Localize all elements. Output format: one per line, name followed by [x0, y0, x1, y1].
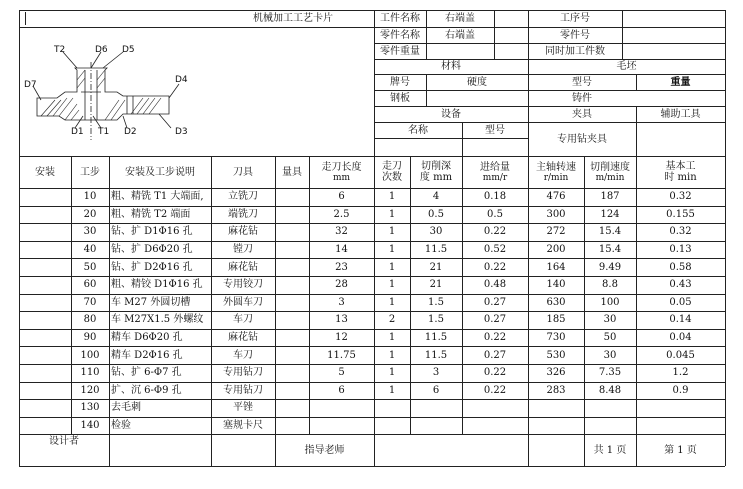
row-3-passes: 1	[388, 226, 396, 238]
grid-hline	[19, 364, 725, 365]
row-12-rpm: 283	[546, 384, 566, 396]
row-7-len: 3	[338, 296, 345, 308]
grid-vline	[584, 434, 585, 466]
row-7-rpm: 630	[546, 296, 566, 308]
row-2-passes: 1	[388, 208, 396, 220]
col-cut-speed-line1: 切削速度	[590, 161, 630, 173]
grid-vline	[584, 156, 585, 434]
row-8-passes: 2	[388, 314, 396, 326]
col-feed-line2: mm/r	[482, 172, 508, 183]
border-left	[19, 10, 20, 466]
label-d2: D2	[124, 127, 137, 137]
grid-hline	[19, 223, 725, 224]
row-14-step: 140	[80, 420, 100, 432]
label-part-weight: 零件重量	[380, 45, 420, 57]
grid-hline	[374, 138, 528, 139]
total-pages: 共 1 页	[593, 444, 627, 456]
grid-vline	[309, 156, 310, 434]
col-depth-line1: 切削深	[421, 161, 451, 172]
row-3-depth: 30	[429, 226, 443, 238]
row-7-step: 70	[83, 296, 97, 308]
grid-hline	[19, 399, 725, 400]
border-right	[725, 10, 726, 466]
row-7-passes: 1	[388, 296, 396, 308]
label-model: 型号	[572, 76, 592, 88]
designer-label: 设计者	[49, 435, 79, 447]
row-1-tool: 立铣刀	[228, 191, 258, 203]
row-14-v	[584, 417, 636, 435]
grid-vline	[636, 156, 637, 434]
row-1-desc: 粗、精铣 T1 大端面,	[111, 191, 204, 203]
row-11-depth: 3	[432, 367, 440, 379]
row-10-feed: 0.27	[483, 349, 507, 361]
row-14-rpm	[528, 417, 584, 435]
col-feed-line1: 进给量	[480, 161, 510, 173]
grid-hline	[19, 241, 725, 242]
col-spindle-speed-line2: r/min	[543, 172, 569, 183]
row-7-depth: 1.5	[428, 296, 444, 308]
row-10-rpm: 530	[546, 349, 566, 361]
label-part-type-name: 工件名称	[380, 13, 420, 24]
row-10-tool: 车刀	[233, 349, 253, 361]
row-1-step: 10	[83, 191, 97, 203]
grid-hline	[19, 346, 725, 347]
grid-hline	[19, 276, 725, 277]
row-9-rpm: 730	[546, 332, 566, 344]
row-8-tool: 车刀	[233, 314, 253, 326]
row-5-passes: 1	[388, 261, 396, 273]
label-name: 名称	[408, 124, 428, 136]
row-4-tool: 镗刀	[233, 244, 253, 256]
label-steel-plate: 钢板	[390, 92, 410, 104]
row-2-tool: 端铣刀	[228, 208, 258, 220]
part-drawing	[19, 40, 199, 140]
row-11-step: 110	[80, 367, 100, 379]
row-8-rpm: 185	[546, 314, 566, 326]
row-6-rpm: 140	[546, 279, 566, 291]
row-11-tool: 专用钻刀	[223, 367, 263, 379]
grid-vline	[275, 156, 276, 434]
instructor-label: 指导老师	[304, 444, 345, 456]
row-6-time: 0.43	[669, 279, 692, 291]
row-11-v: 7.35	[598, 367, 622, 379]
card-title: 机械加工工艺卡片	[253, 13, 333, 24]
row-2-v: 124	[600, 208, 620, 220]
grid-vline	[71, 156, 72, 434]
row-3-time: 0.32	[669, 226, 692, 238]
grid-hline	[19, 188, 725, 189]
row-2-desc: 粗、精铣 T2 端面	[111, 208, 191, 220]
row-7-desc: 车 M27 外圆切槽	[111, 296, 191, 308]
border-bottom	[19, 466, 725, 467]
row-8-desc: 车 M27X1.5 外螺纹	[111, 314, 204, 326]
row-9-time: 0.04	[669, 332, 692, 344]
row-12-len: 6	[338, 384, 345, 396]
row-1-feed: 0.18	[483, 191, 507, 203]
col-feed-length-line1: 走刀长度	[321, 161, 362, 173]
row-12-v: 8.48	[598, 384, 622, 396]
row-8-depth: 1.5	[428, 314, 444, 326]
row-10-step: 100	[80, 349, 100, 361]
row-5-depth: 21	[429, 261, 443, 273]
label-hardness: 硬度	[467, 76, 487, 88]
row-4-desc: 钻、扩 D6Φ20 孔	[111, 244, 193, 256]
row-12-time: 0.9	[672, 384, 689, 396]
grid-hline	[19, 27, 374, 28]
title-marker	[25, 12, 26, 25]
row-6-passes: 1	[388, 279, 396, 291]
col-passes-line2: 次数	[382, 172, 402, 183]
row-3-step: 30	[83, 226, 97, 238]
row-5-step: 50	[83, 261, 97, 273]
label-d1: D1	[71, 127, 84, 137]
row-2-len: 2.5	[333, 208, 350, 220]
row-10-v: 30	[603, 349, 617, 361]
row-12-passes: 1	[388, 384, 396, 396]
border-top	[19, 10, 725, 11]
grid-hline	[19, 329, 725, 330]
col-cut-speed	[584, 156, 636, 188]
row-13-feed	[462, 399, 528, 417]
label-equip-model: 型号	[485, 124, 505, 136]
grid-vline	[462, 156, 463, 434]
col-feed-length	[309, 156, 374, 188]
row-8-v: 30	[603, 314, 617, 326]
row-8-len: 13	[335, 314, 348, 326]
grid-hline	[19, 311, 725, 312]
label-part-no: 零件号	[560, 29, 590, 41]
page-number: 第 1 页	[664, 444, 697, 456]
label-aux-tool: 辅助工具	[660, 108, 701, 120]
row-10-time: 0.045	[666, 349, 695, 361]
label-t2: T2	[54, 45, 66, 55]
col-depth-line2: 度 mm	[419, 172, 453, 183]
row-9-passes: 1	[388, 332, 396, 344]
grid-hline	[19, 156, 725, 157]
row-8-time: 0.14	[669, 314, 692, 326]
row-2-rpm: 300	[546, 208, 566, 220]
row-6-desc: 粗、精铰 D1Φ16 孔	[111, 279, 203, 291]
row-8-feed: 0.27	[483, 314, 507, 326]
row-12-desc: 扩、沉 6-Φ9 孔	[111, 384, 182, 396]
row-11-rpm: 326	[546, 367, 566, 379]
row-1-v: 187	[600, 191, 620, 203]
row-5-len: 23	[335, 261, 348, 273]
label-equipment: 设备	[441, 108, 461, 120]
row-13-len	[309, 399, 374, 417]
row-9-desc: 精车 D6Φ20 孔	[111, 332, 183, 344]
row-6-tool: 专用铰刀	[223, 279, 263, 291]
row-5-desc: 钻、扩 D2Φ16 孔	[111, 261, 193, 273]
grid-vline	[426, 10, 427, 59]
row-4-step: 40	[83, 244, 97, 256]
row-14-desc: 检验	[111, 420, 131, 432]
grid-vline	[109, 156, 110, 434]
grid-hline	[374, 59, 725, 60]
row-4-v: 15.4	[598, 244, 622, 256]
row-10-depth: 11.5	[424, 349, 448, 361]
grid-vline	[211, 156, 212, 434]
grid-hline	[19, 434, 725, 435]
grid-hline	[374, 122, 725, 123]
row-7-tool: 外圆车刀	[223, 296, 263, 308]
row-11-len: 5	[338, 367, 345, 379]
label-grade: 牌号	[390, 76, 410, 88]
grid-hline	[19, 382, 725, 383]
row-9-v: 50	[603, 332, 617, 344]
row-9-feed: 0.22	[483, 332, 507, 344]
row-2-time: 0.155	[666, 208, 695, 220]
grid-hline	[19, 294, 725, 295]
row-9-tool: 麻花钻	[228, 332, 258, 344]
row-10-passes: 1	[388, 349, 396, 361]
row-14-feed	[462, 417, 528, 435]
grid-vline	[636, 106, 637, 156]
col-gauge: 量具	[282, 166, 302, 178]
row-9-len: 12	[335, 332, 348, 344]
row-11-passes: 1	[388, 367, 396, 379]
row-13-step: 130	[80, 402, 100, 414]
row-7-v: 100	[600, 296, 620, 308]
col-install: 安装	[35, 166, 55, 178]
row-11-feed: 0.22	[483, 367, 507, 379]
row-4-feed: 0.52	[483, 244, 507, 256]
label-d5: D5	[122, 45, 135, 55]
col-spindle-speed-line1: 主轴转速	[536, 161, 576, 173]
row-5-rpm: 164	[546, 261, 566, 273]
label-special-fixture: 专用钻夹具	[557, 133, 607, 145]
row-10-len: 11.75	[327, 349, 356, 361]
row-12-tool: 专用钻刀	[223, 384, 263, 396]
row-3-len: 32	[335, 226, 348, 238]
col-tool: 刀具	[233, 166, 253, 178]
row-3-tool: 麻花钻	[228, 226, 258, 238]
label-casting: 铸件	[572, 92, 592, 104]
row-4-time: 0.13	[669, 244, 692, 256]
row-10-desc: 精车 D2Φ16 孔	[111, 349, 183, 361]
row-1-rpm: 476	[546, 191, 566, 203]
row-4-passes: 1	[388, 244, 396, 256]
row-3-v: 15.4	[598, 226, 622, 238]
col-basic-time	[636, 156, 725, 188]
row-8-step: 80	[83, 314, 97, 326]
row-6-depth: 21	[429, 279, 443, 291]
row-5-tool: 麻花钻	[228, 261, 258, 273]
col-basic-time-line2: 时 min	[664, 172, 697, 183]
grid-vline	[374, 10, 375, 156]
row-9-step: 90	[83, 332, 97, 344]
row-14-depth	[410, 417, 462, 435]
row-3-rpm: 272	[546, 226, 566, 238]
label-d6: D6	[95, 45, 108, 55]
row-13-time	[636, 399, 725, 417]
row-13-desc: 去毛刺	[111, 402, 141, 414]
row-2-depth: 0.5	[428, 208, 444, 220]
row-6-v: 8.8	[602, 279, 618, 291]
label-process-no: 工序号	[560, 13, 590, 24]
row-13-depth	[410, 399, 462, 417]
row-12-step: 120	[80, 384, 100, 396]
row-1-time: 0.32	[669, 191, 692, 203]
row-1-passes: 1	[388, 191, 396, 203]
grid-hline	[19, 258, 725, 259]
value-part-name: 右端盖	[445, 29, 475, 41]
row-11-time: 1.2	[672, 367, 689, 379]
row-14-passes	[374, 417, 410, 435]
label-t1: T1	[98, 127, 110, 137]
row-5-v: 9.49	[598, 261, 622, 273]
grid-vline	[636, 434, 637, 466]
row-13-tool: 平锉	[233, 402, 253, 414]
row-9-depth: 11.5	[424, 332, 448, 344]
grid-hline	[19, 206, 725, 207]
col-feed-length-line2: mm	[332, 172, 351, 183]
label-d7: D7	[24, 80, 37, 90]
grid-hline	[374, 106, 725, 107]
row-4-depth: 11.5	[424, 244, 448, 256]
col-basic-time-line1: 基本工	[665, 161, 696, 172]
col-spindle-speed	[528, 156, 584, 188]
col-step: 工步	[80, 166, 100, 178]
col-passes	[374, 156, 410, 188]
row-4-len: 14	[335, 244, 348, 256]
grid-vline	[528, 10, 529, 156]
row-5-time: 0.58	[669, 261, 692, 273]
row-6-step: 60	[83, 279, 97, 291]
value-part-type-name: 右端盖	[445, 13, 475, 24]
label-d3: D3	[175, 127, 188, 137]
label-simul-count: 同时加工件数	[545, 45, 605, 57]
grid-vline	[410, 156, 411, 434]
row-1-depth: 4	[432, 191, 440, 203]
label-fixture: 夹具	[572, 108, 592, 120]
grid-vline	[622, 10, 623, 59]
row-2-step: 20	[83, 208, 97, 220]
col-desc: 安装及工步说明	[125, 166, 195, 178]
grid-vline	[462, 122, 463, 156]
row-4-rpm: 200	[546, 244, 566, 256]
row-7-feed: 0.27	[483, 296, 507, 308]
grid-vline	[426, 74, 427, 106]
col-cut-speed-line2: m/min	[595, 172, 625, 183]
col-feed	[462, 156, 528, 188]
col-passes-line1: 走刀	[382, 161, 402, 172]
row-7-time: 0.05	[669, 296, 692, 308]
grid-vline	[109, 434, 110, 466]
col-depth	[410, 156, 462, 188]
label-part-name: 零件名称	[380, 29, 420, 41]
row-13-passes	[374, 399, 410, 417]
row-13-v	[584, 399, 636, 417]
row-3-desc: 钻、扩 D1Φ16 孔	[111, 226, 193, 238]
label-weight: 重量	[670, 76, 691, 88]
row-5-feed: 0.22	[483, 261, 507, 273]
row-2-feed: 0.5	[487, 208, 503, 220]
row-12-depth: 6	[432, 384, 440, 396]
row-14-tool: 塞规卡尺	[223, 420, 263, 432]
row-6-feed: 0.48	[483, 279, 507, 291]
row-11-desc: 钻、扩 6-Φ7 孔	[111, 367, 182, 379]
grid-vline	[275, 434, 276, 466]
grid-vline	[494, 10, 495, 59]
grid-vline	[211, 434, 212, 466]
row-14-time	[636, 417, 725, 435]
label-blank: 毛坯	[616, 61, 637, 72]
row-14-len	[309, 417, 374, 435]
row-3-feed: 0.22	[483, 226, 507, 238]
row-1-len: 6	[338, 191, 345, 203]
grid-hline	[19, 417, 725, 418]
row-13-rpm	[528, 399, 584, 417]
row-6-len: 28	[335, 279, 348, 291]
grid-vline	[636, 74, 637, 90]
row-12-feed: 0.22	[483, 384, 507, 396]
label-material: 材料	[441, 61, 461, 72]
label-d4: D4	[175, 75, 188, 85]
